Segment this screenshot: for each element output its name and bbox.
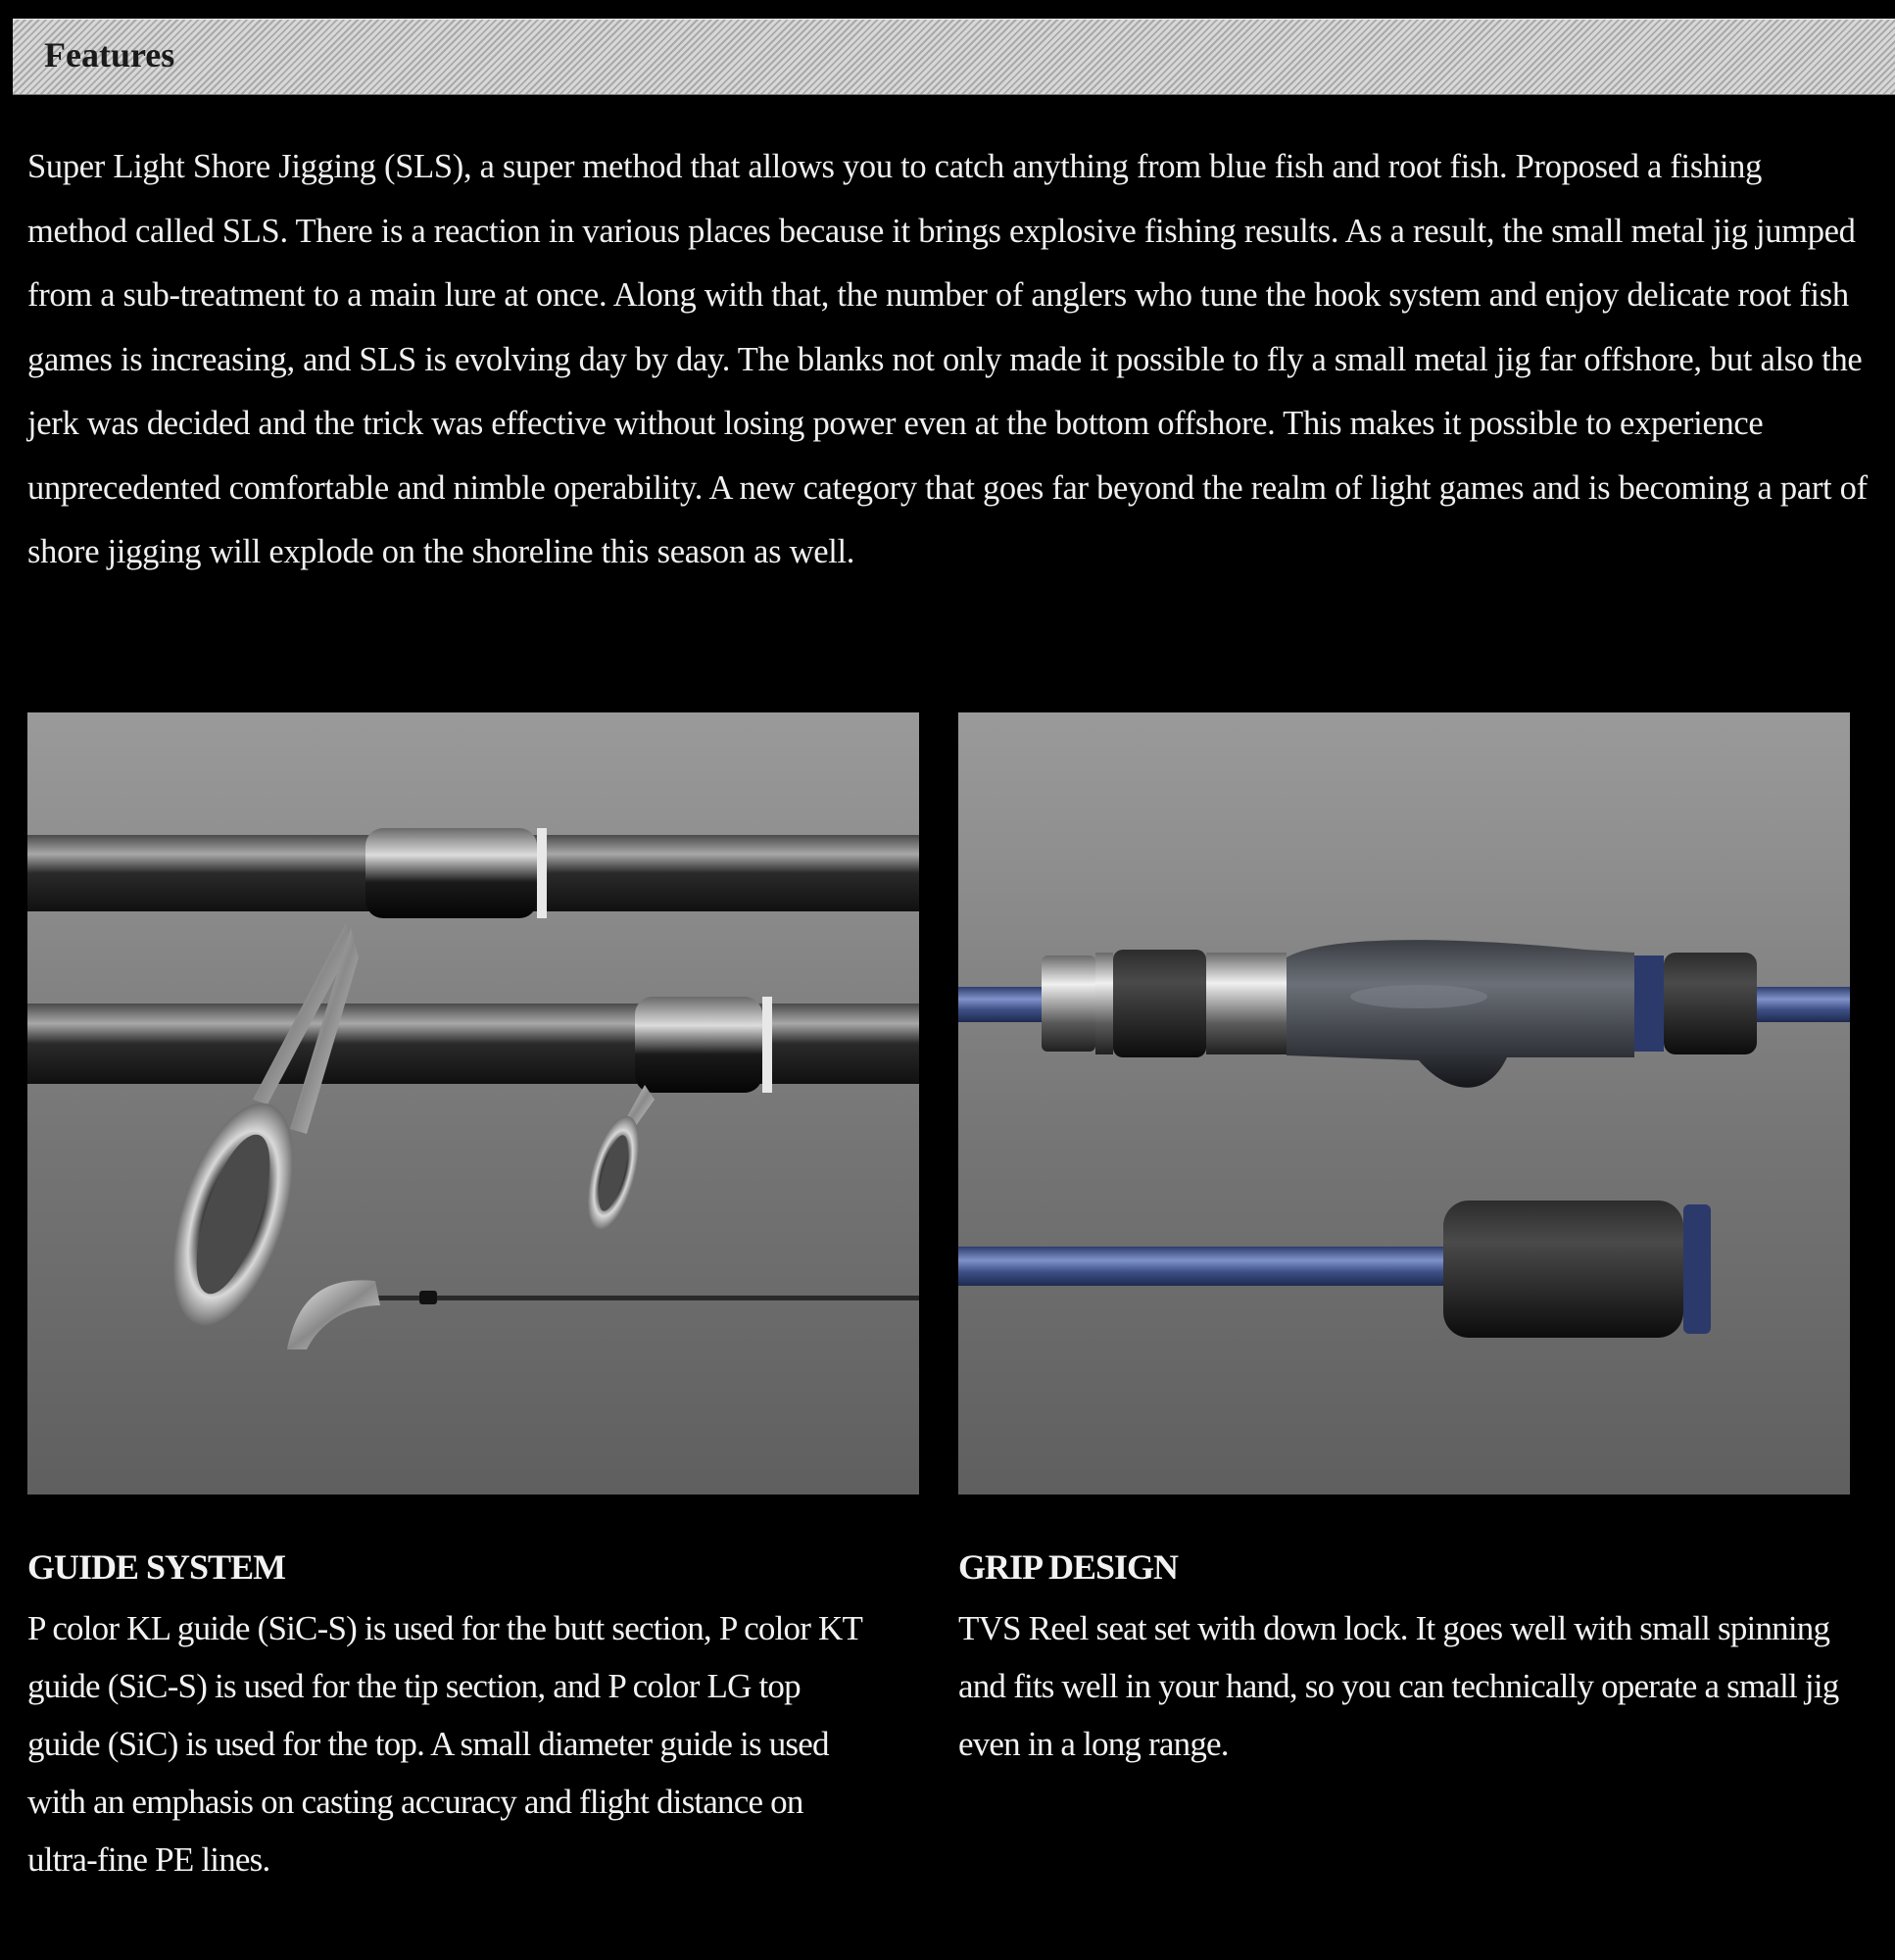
upper-guide-foot bbox=[365, 828, 537, 918]
lower-trim-ring bbox=[762, 997, 772, 1093]
grip-design-title: GRIP DESIGN bbox=[958, 1547, 1179, 1587]
grip-design-section bbox=[958, 1544, 1840, 1773]
guide-system-section bbox=[27, 1544, 909, 1888]
lower-blue-blank bbox=[958, 1247, 1448, 1286]
grip-design-photo bbox=[958, 712, 1850, 1494]
grip-design-body: TVS Reel seat set with down lock. It goes well with small spinning and fits well in your hand, so you can technically operate a small jig even in a long range. bbox=[958, 1609, 1839, 1763]
locking-nut bbox=[1220, 953, 1287, 1054]
rod-tip bbox=[361, 1296, 919, 1300]
butt-grip-ring bbox=[1683, 1204, 1711, 1334]
features-header-bar bbox=[13, 19, 1895, 95]
guide-system-body: P color KL guide (SiC-S) is used for the butt section, P color KT guide (SiC-S) is used for the tip section, and P color LG top guide (SiC) is used for the top. A small diameter guide is used with an emphasis on casting accuracy and flight distance on ultra-fine PE lines. bbox=[27, 1609, 862, 1879]
fore-grip bbox=[1664, 953, 1757, 1054]
butt-cap bbox=[1042, 956, 1095, 1052]
guide-system-title: GUIDE SYSTEM bbox=[27, 1547, 286, 1587]
lower-guide-foot bbox=[635, 997, 762, 1093]
upper-trim-ring bbox=[537, 828, 547, 918]
guide-system-photo bbox=[27, 712, 919, 1494]
features-title: Features bbox=[44, 35, 175, 74]
top-guide bbox=[287, 1280, 380, 1349]
rear-grip bbox=[1113, 950, 1206, 1057]
lower-rod-blank bbox=[27, 1004, 919, 1084]
butt-grip bbox=[1443, 1200, 1683, 1338]
intro-paragraph: Super Light Shore Jigging (SLS), a super method that allows you to catch anything from blue fish and root fish. Proposed a fishing method called SLS. There is a reaction in various places because it brings explosive fishing results. As a result, the small metal jig jumped from a sub-treatment to a main lure at once. Along with that, the number of anglers who tune the hook system and enjoy delicate root fish games is increasing, and SLS is evolving day by day. The blanks not only made it possible to fly a small metal jig far offshore, but also the jerk was decided and the trick was effective without losing power even at the bottom offshore. This makes it possible to experience unprecedented comfortable and nimble operability. A new category that goes far beyond the realm of light games and is becoming a part of shore jigging will explode on the shoreline this season as well. bbox=[27, 148, 1868, 570]
reel-seat bbox=[1287, 940, 1634, 1088]
